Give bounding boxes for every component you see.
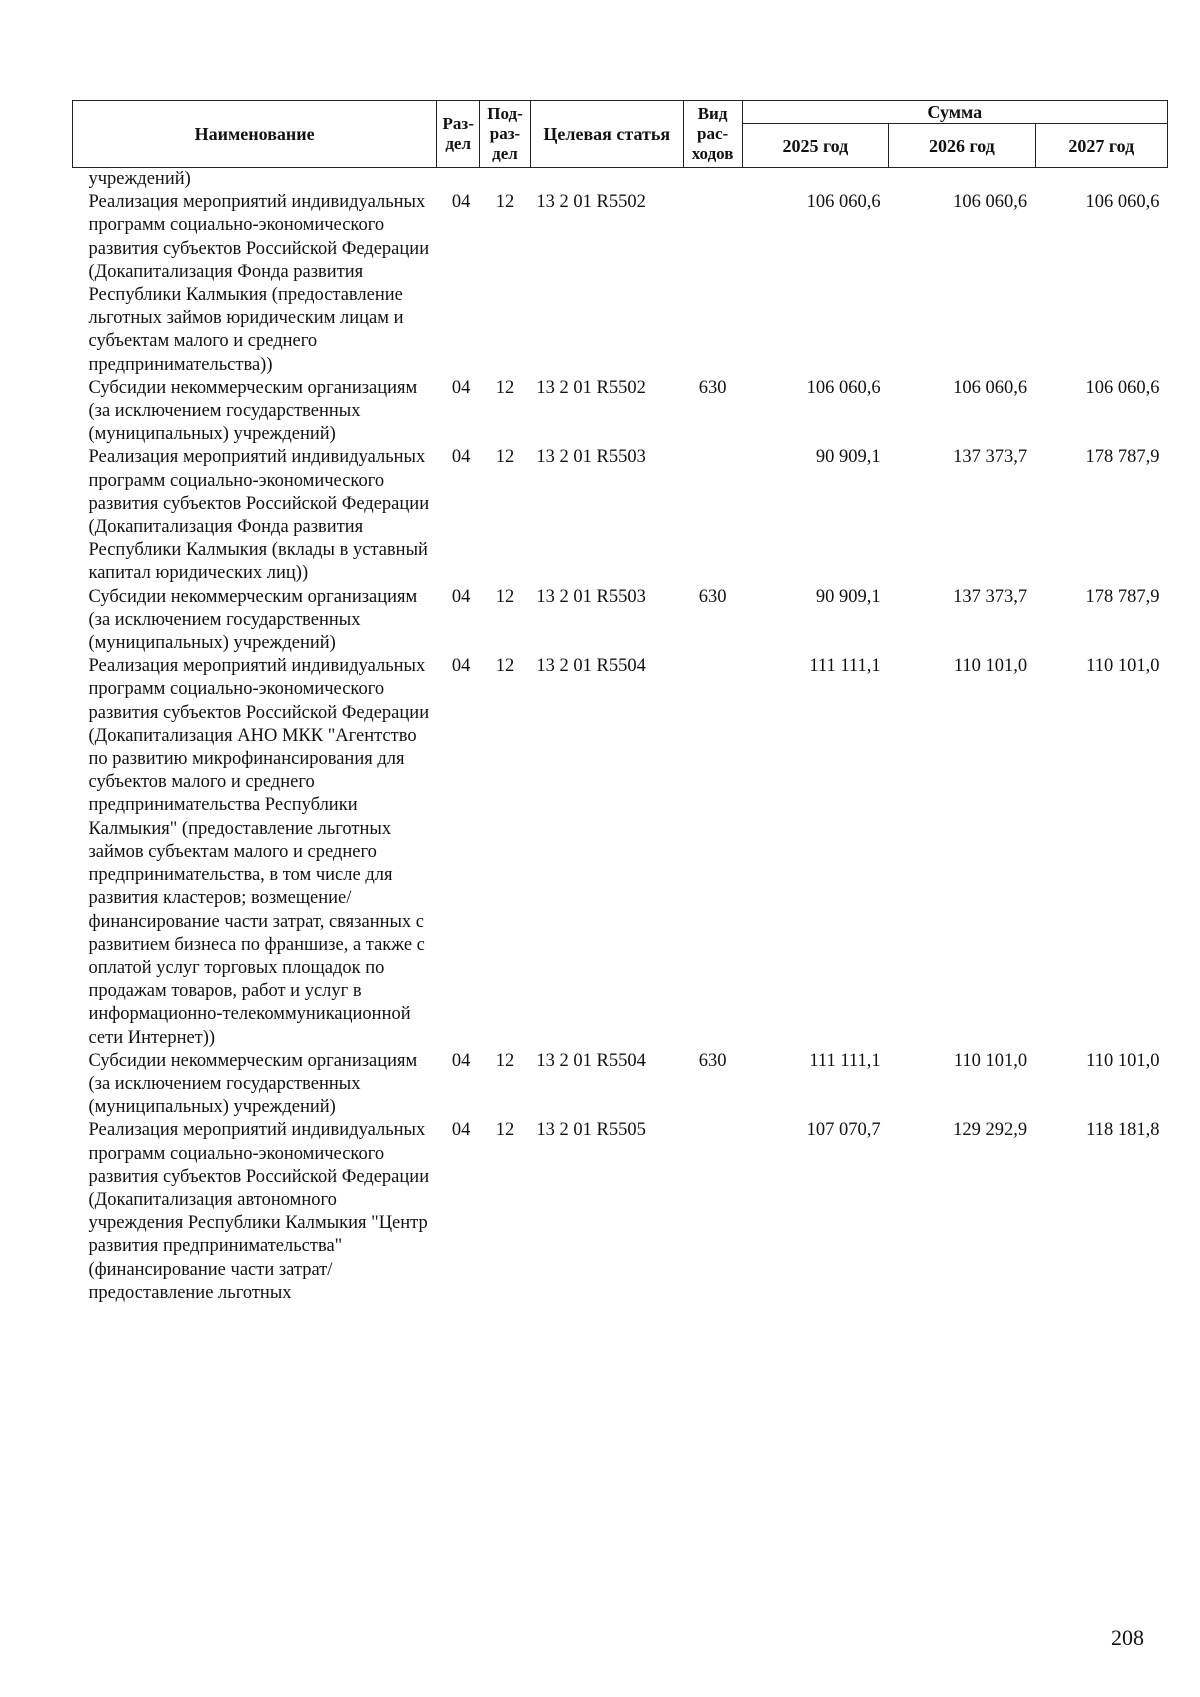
row-value-2027: 106 060,6: [1085, 377, 1160, 398]
row-value-2025: 106 060,6: [806, 192, 881, 213]
row-value-2026: 137 373,7: [953, 447, 1028, 468]
table-row: [73, 377, 1168, 447]
row-podrazdel: 12: [495, 377, 515, 398]
table-row: [73, 655, 1168, 1049]
row-podrazdel: 12: [495, 1120, 515, 1141]
row-vid: 630: [698, 586, 727, 607]
row-name: Реализация мероприятий индивидуальных программ социально-экономического развития субъектов Российской Федерации (Докапитализация автономного учреждения Республики Калмыкия "Центр развития предпринимательства" (финансирование части затрат/предоставление льготных: [88, 1120, 430, 1303]
row-name: Субсидии некоммерческим организациям (за исключением государственных (муниципальных) учреждений): [88, 1050, 418, 1118]
table-row: [73, 446, 1168, 585]
row-razdel: 04: [451, 1120, 471, 1141]
row-value-2025: 111 111,1: [809, 656, 881, 677]
row-value-2025: 90 909,1: [815, 586, 881, 607]
row-value-2026: 110 101,0: [953, 656, 1028, 677]
row-value-2027: 118 181,8: [1086, 1120, 1160, 1141]
row-value-2025: 106 060,6: [806, 377, 881, 398]
header-razdel: Раз-дел: [437, 101, 480, 168]
row-name: Реализация мероприятий индивидуальных программ социально-экономического развития субъектов Российской Федерации (Докапитализация Фонда развития Республики Калмыкия (вклады в уставный капитал юридических лиц)): [88, 447, 430, 584]
row-name: Субсидии некоммерческим организациям (за исключением государственных (муниципальных) учреждений): [88, 586, 418, 654]
continued-text: учреждений): [88, 169, 191, 189]
row-celevaya: 13 2 01 R5504: [536, 656, 646, 677]
row-celevaya: 13 2 01 R5502: [536, 377, 646, 398]
row-value-2027: 110 101,0: [1086, 1050, 1160, 1071]
budget-table: [72, 100, 1168, 1305]
row-celevaya: 13 2 01 R5503: [536, 447, 646, 468]
table-row: [73, 1119, 1168, 1305]
row-vid: 630: [698, 1050, 727, 1071]
row-podrazdel: 12: [495, 656, 515, 677]
row-celevaya: 13 2 01 R5502: [536, 192, 646, 213]
row-celevaya: 13 2 01 R5504: [536, 1050, 646, 1071]
header-celevaya: Целевая статья: [530, 101, 683, 168]
row-podrazdel: 12: [495, 447, 515, 468]
row-vid: [683, 1119, 742, 1305]
header-name: Наименование: [73, 101, 437, 168]
header-year-2026: 2026 год: [889, 124, 1036, 168]
row-razdel: 04: [451, 656, 471, 677]
row-podrazdel: 12: [495, 1050, 515, 1071]
row-celevaya: 13 2 01 R5505: [536, 1120, 646, 1141]
row-value-2027: 110 101,0: [1086, 656, 1160, 677]
row-vid: [683, 655, 742, 1049]
row-value-2025: 107 070,7: [806, 1120, 881, 1141]
row-podrazdel: 12: [495, 192, 515, 213]
row-value-2026: 106 060,6: [953, 192, 1028, 213]
row-value-2026: 129 292,9: [953, 1120, 1028, 1141]
header-vid: Вид рас-ходов: [683, 101, 742, 168]
table-header: [73, 101, 1168, 168]
table-body: [73, 168, 1168, 1305]
row-value-2027: 106 060,6: [1085, 192, 1160, 213]
row-vid: [683, 191, 742, 377]
row-value-2027: 178 787,9: [1085, 447, 1160, 468]
table-row-continued: [73, 168, 1168, 192]
row-razdel: 04: [451, 1050, 471, 1071]
row-celevaya: 13 2 01 R5503: [536, 586, 646, 607]
row-razdel: 04: [451, 586, 471, 607]
row-razdel: 04: [451, 377, 471, 398]
header-summa: Сумма: [742, 101, 1167, 124]
table-row: [73, 586, 1168, 656]
header-podrazdel: Под-раз-дел: [480, 101, 531, 168]
row-value-2026: 137 373,7: [953, 586, 1028, 607]
table-row: [73, 1050, 1168, 1120]
row-vid: [683, 446, 742, 585]
page-number: 208: [1111, 1625, 1144, 1650]
row-value-2026: 106 060,6: [953, 377, 1028, 398]
header-year-2025: 2025 год: [742, 124, 889, 168]
row-value-2025: 111 111,1: [809, 1050, 881, 1071]
row-podrazdel: 12: [495, 586, 515, 607]
row-value-2025: 90 909,1: [815, 447, 881, 468]
row-vid: 630: [698, 377, 727, 398]
row-name: Субсидии некоммерческим организациям (за исключением государственных (муниципальных) учреждений): [88, 377, 418, 445]
table-row: [73, 191, 1168, 377]
header-year-2027: 2027 год: [1035, 124, 1167, 168]
row-razdel: 04: [451, 447, 471, 468]
row-razdel: 04: [451, 192, 471, 213]
row-value-2027: 178 787,9: [1085, 586, 1160, 607]
row-value-2026: 110 101,0: [953, 1050, 1028, 1071]
row-name: Реализация мероприятий индивидуальных программ социально-экономического развития субъектов Российской Федерации (Докапитализация Фонда развития Республики Калмыкия (предоставление льготных займов юридическим лицам и субъектам малого и среднего предпринимательства)): [88, 192, 430, 375]
row-name: Реализация мероприятий индивидуальных программ социально-экономического развития субъектов Российской Федерации (Докапитализация АНО МКК "Агентство по развитию микрофинансирования для субъектов малого и среднего предпринимательства Республики Калмыкия" (предоставление льготных займов субъектам малого и среднего предпринимательства, в том числе для развития кластеров; возмещение/финансирование части затрат, связанных с развитием бизнеса по франшизе, а также с оплатой услуг торговых площадок по продажам товаров, работ и услуг в информационно-телекоммуникационной сети Интернет)): [88, 656, 430, 1048]
